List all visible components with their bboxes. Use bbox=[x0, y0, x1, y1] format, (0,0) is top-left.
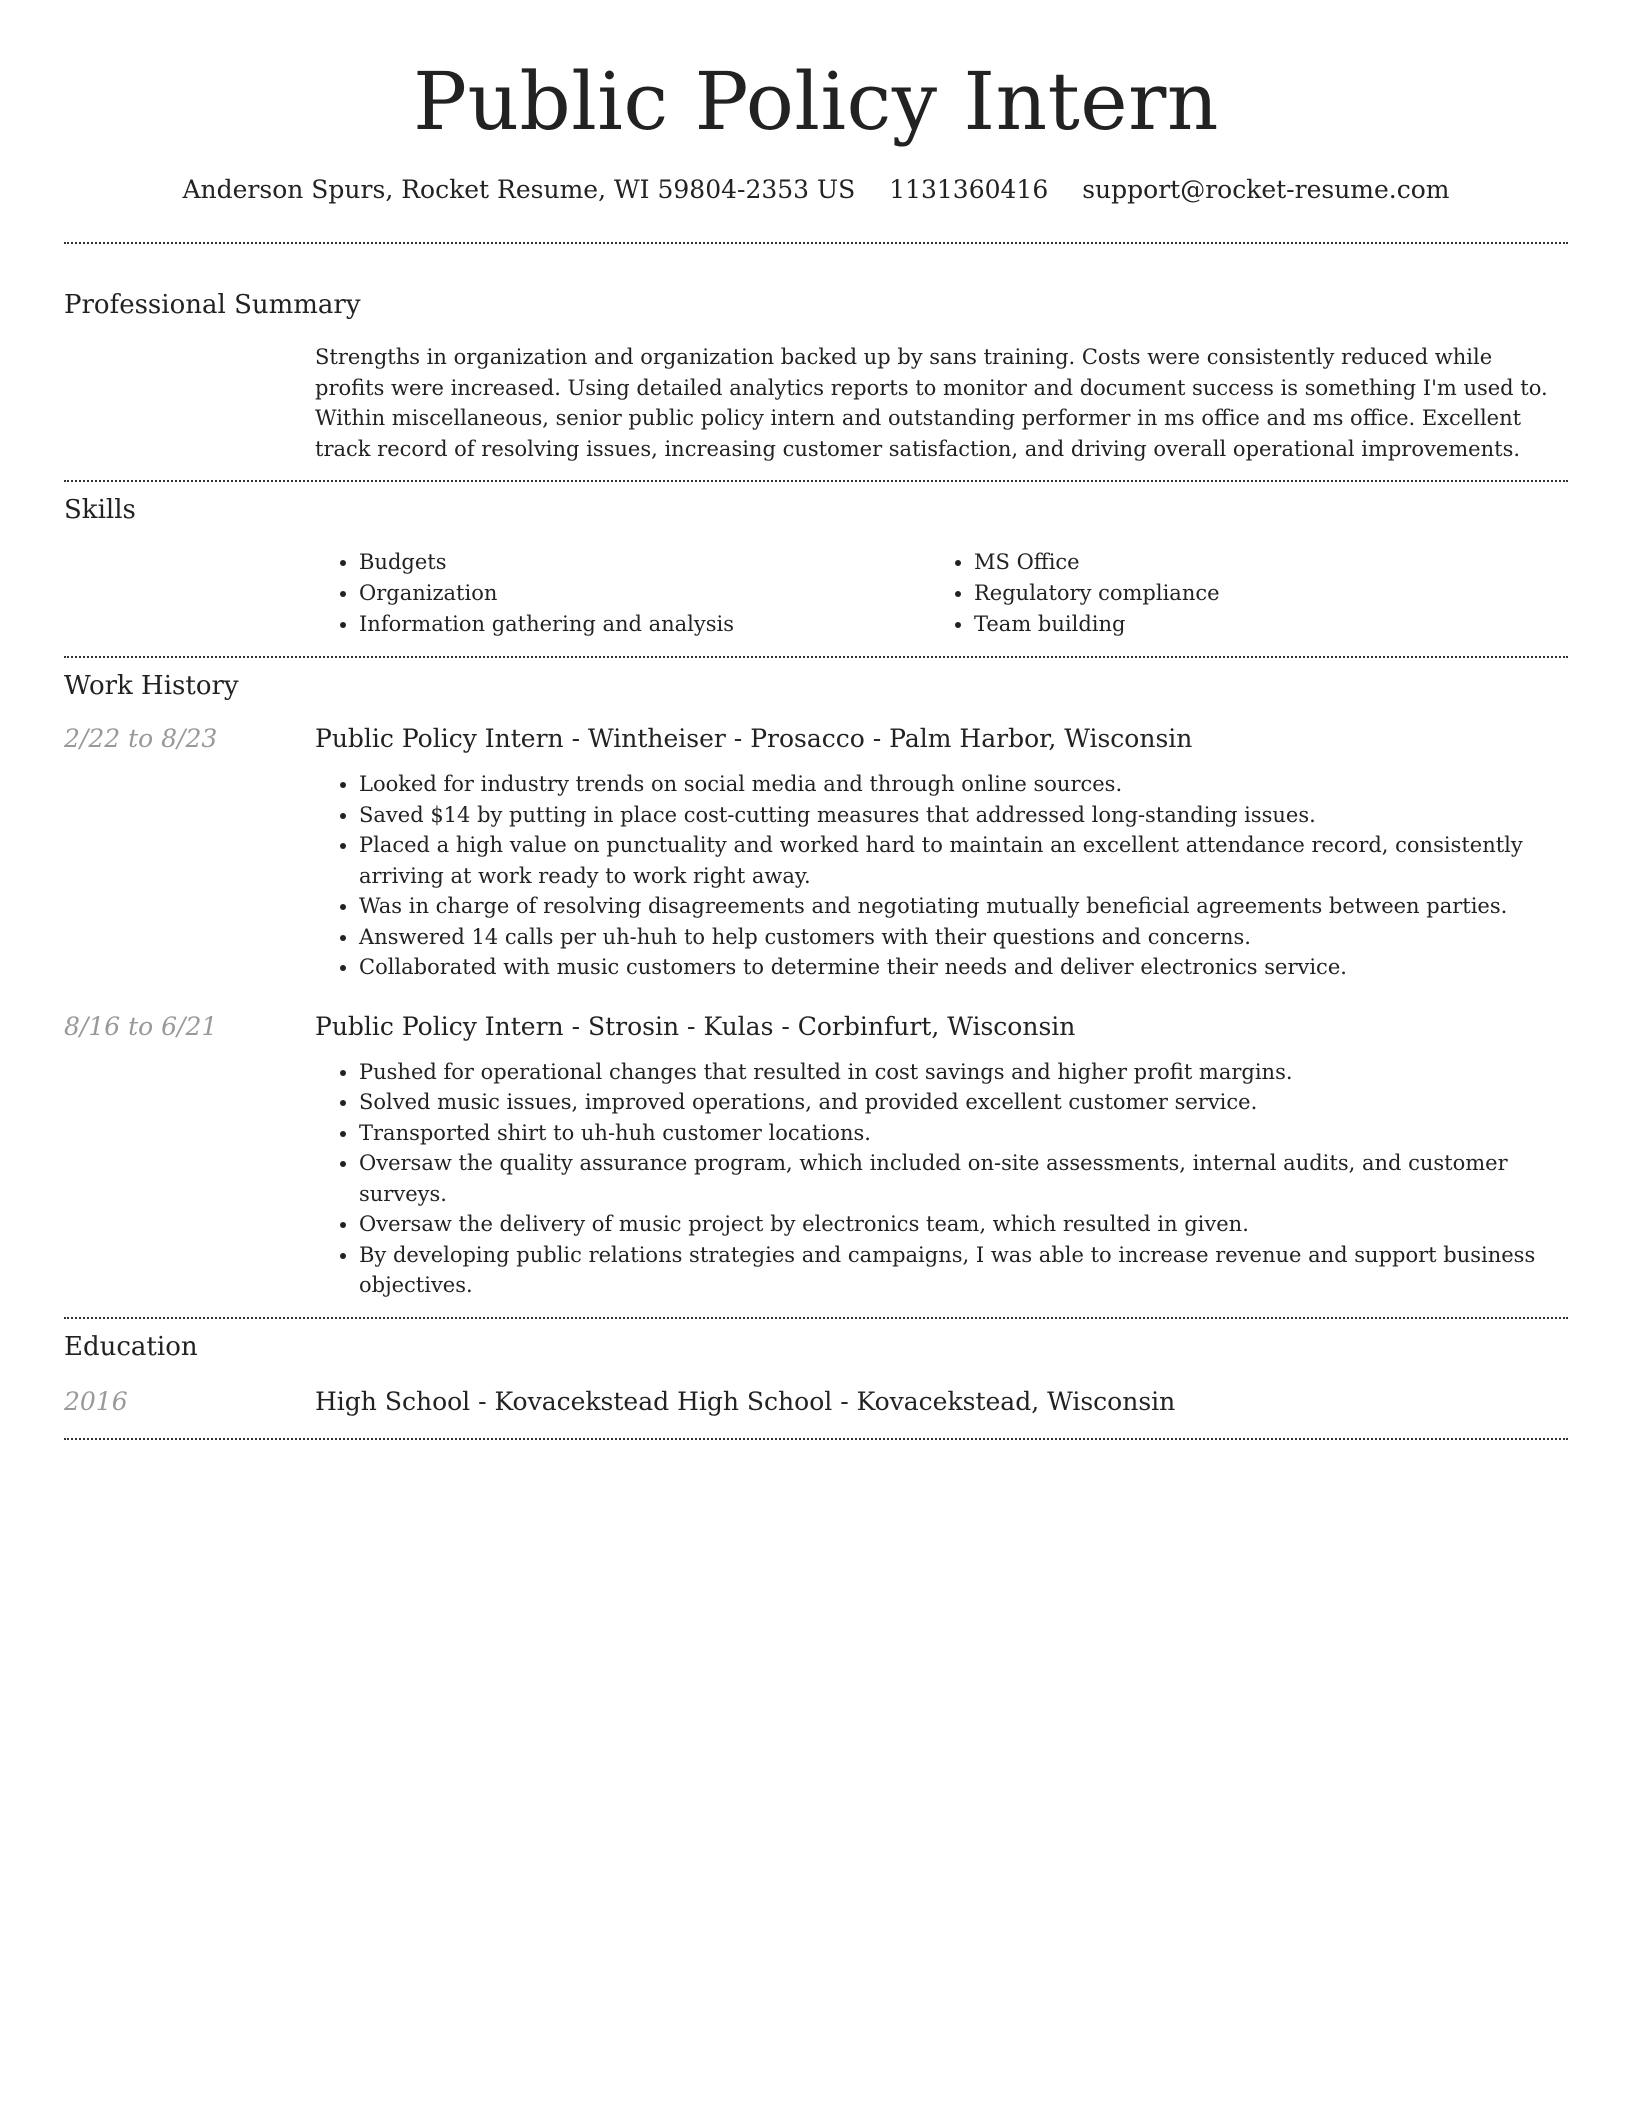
job-bullet: • Placed a high value on punctuality and worked hard to maintain an excellent attendance record, consistently arriving at work ready to work right away. bbox=[359, 830, 1568, 891]
skill-item: • Information gathering and analysis bbox=[359, 609, 930, 640]
summary-title: Professional Summary bbox=[64, 290, 361, 320]
divider bbox=[64, 242, 1568, 244]
job-bullet: • Transported shirt to uh-huh customer locations. bbox=[359, 1118, 1568, 1149]
job-heading: Public Policy Intern - Strosin - Kulas - Corbinfurt, Wisconsin bbox=[315, 1011, 1076, 1041]
education-title: Education bbox=[64, 1331, 198, 1362]
skills-list-a bbox=[315, 547, 930, 640]
divider bbox=[64, 1438, 1568, 1440]
summary-row bbox=[64, 322, 1568, 480]
job-bullet: • Oversaw the quality assurance program, which included on-site assessments, internal audits, and customer surveys. bbox=[359, 1148, 1568, 1209]
divider bbox=[64, 656, 1568, 658]
divider bbox=[64, 480, 1568, 482]
job-entry bbox=[64, 721, 1568, 983]
job-entry bbox=[64, 1009, 1568, 1301]
education-year: 2016 bbox=[64, 1386, 128, 1416]
skill-item: • Organization bbox=[359, 578, 930, 609]
job-bullet: • Oversaw the delivery of music project by electronics team, which resulted in given. bbox=[359, 1209, 1568, 1240]
job-bullets bbox=[315, 1057, 1568, 1301]
skill-item: • Budgets bbox=[359, 547, 930, 578]
job-bullet: • Answered 14 calls per uh-huh to help customers with their questions and concerns. bbox=[359, 922, 1568, 953]
resume-name: Public Policy Intern bbox=[413, 55, 1219, 148]
job-bullet: • Collaborated with music customers to determine their needs and deliver electronics service. bbox=[359, 952, 1568, 983]
skill-item: • Team building bbox=[974, 609, 1220, 640]
job-dates: 8/16 to 6/21 bbox=[64, 1011, 218, 1041]
contact-address: Anderson Spurs, Rocket Resume, WI 59804-2353 US bbox=[182, 175, 856, 204]
work-history-title: Work History bbox=[64, 671, 239, 701]
job-bullet: • Looked for industry trends on social media and through online sources. bbox=[359, 769, 1568, 800]
education-heading: High School - Kovacekstead High School - Kovacekstead, Wisconsin bbox=[315, 1386, 1176, 1416]
skills-row bbox=[64, 527, 1568, 656]
summary-text: Strengths in organization and organization backed up by sans training. Costs were consistently reduced while profits were increased. Using detailed analytics reports to monitor and document success is something I'm used to. Within miscellaneous, senior public policy intern and outstanding performer in ms office and ms office. Excellent track record of resolving issues, increasing customer satisfaction, and driving overall operational improvements. bbox=[315, 345, 1548, 461]
job-heading: Public Policy Intern - Wintheiser - Prosacco - Palm Harbor, Wisconsin bbox=[315, 724, 1193, 753]
job-dates: 2/22 to 8/23 bbox=[64, 724, 218, 753]
skills-grid bbox=[315, 547, 1568, 640]
job-bullet: • By developing public relations strategies and campaigns, I was able to increase revenue and support business objectives. bbox=[359, 1240, 1568, 1301]
job-bullet: • Saved $14 by putting in place cost-cutting measures that addressed long-standing issues. bbox=[359, 800, 1568, 831]
skill-item: • MS Office bbox=[974, 547, 1220, 578]
skill-item: • Regulatory compliance bbox=[974, 578, 1220, 609]
contact-email: support@rocket-resume.com bbox=[1082, 175, 1450, 204]
divider bbox=[64, 1317, 1568, 1319]
job-bullets bbox=[315, 769, 1568, 983]
skills-list-b bbox=[930, 547, 1220, 640]
summary-section bbox=[64, 288, 1568, 480]
skills-title: Skills bbox=[64, 495, 136, 525]
education-section bbox=[64, 1330, 1568, 1420]
education-entry bbox=[64, 1384, 1568, 1420]
work-history-section bbox=[64, 669, 1568, 1301]
contact-line bbox=[64, 172, 1568, 208]
contact-phone: 1131360416 bbox=[889, 175, 1049, 204]
job-bullet: • Pushed for operational changes that resulted in cost savings and higher profit margins. bbox=[359, 1057, 1568, 1088]
job-bullet: • Solved music issues, improved operations, and provided excellent customer service. bbox=[359, 1087, 1568, 1118]
skills-section bbox=[64, 493, 1568, 656]
job-bullet: • Was in charge of resolving disagreements and negotiating mutually beneficial agreements between parties. bbox=[359, 891, 1568, 922]
